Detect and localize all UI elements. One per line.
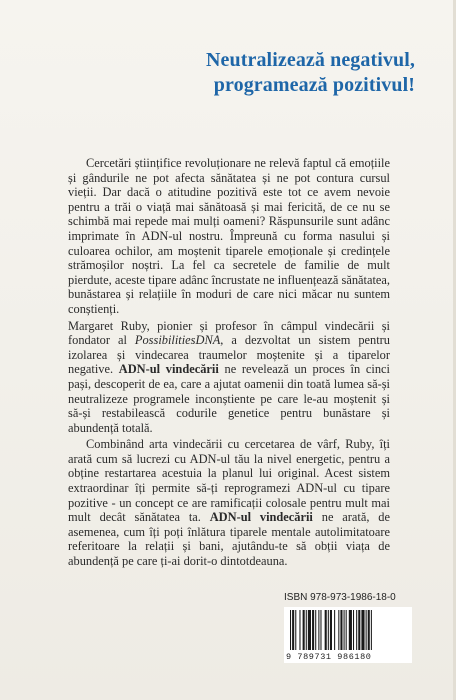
barcode: [284, 607, 412, 663]
possibilitiesdna-name: PossibilitiesDNA: [134, 333, 221, 348]
barcode-bar: [366, 610, 367, 650]
barcode-bar: [292, 610, 294, 650]
barcode-bar: [358, 610, 360, 650]
barcode-bar: [325, 610, 327, 650]
barcode-bar: [368, 610, 370, 650]
barcode-bar: [340, 610, 342, 650]
barcode-bar: [330, 610, 332, 650]
headline-line-1: Neutralizează negativul,: [205, 49, 415, 71]
barcode-bar: [312, 610, 314, 650]
paragraph-2-text-c: ne revelează un proces în cinci pași, descoperit de ea, care a ajutat oamenii din toată lumea să-și neutralizeze programele inconștiente pe care le-au moștenit și să-și restabilească codurile genetice pentru bunăstare și abundență totală.: [68, 362, 390, 435]
barcode-bar: [318, 610, 319, 650]
barcode-bar: [290, 610, 291, 650]
barcode-bar: [334, 610, 335, 650]
barcode-bars: [284, 607, 412, 653]
headline: [206, 48, 415, 98]
barcode-bar: [338, 610, 339, 650]
barcode-digits: 9 789731 986180: [286, 652, 372, 662]
paragraph-3: [68, 437, 390, 568]
book-title-bold-2: ADN-ul vindecării: [209, 510, 313, 525]
paragraph-2-text-b: , a dezvoltat un sistem pentru izolarea și vindecarea traumelor moștenite și a tiparelor negative.: [68, 333, 390, 377]
paragraph-3-text-b: ne arată, de asemenea, cum îți poți înlătura tiparele mentale autolimitatoare referitoare la relații și bani, ajutându-te să obții viața de abundență pe care ți-ai dorit-o dintotdeauna.: [68, 510, 391, 569]
barcode-bar: [353, 610, 354, 650]
barcode-bar: [315, 610, 316, 650]
barcode-bar: [295, 610, 296, 650]
barcode-bar: [361, 610, 364, 650]
headline-line-2: programează pozitivul!: [213, 74, 415, 96]
barcode-bar: [306, 610, 307, 650]
barcode-area: [284, 592, 412, 663]
isbn-label: ISBN 978-973-1986-18-0: [284, 592, 396, 603]
barcode-bar: [303, 610, 305, 650]
paragraph-1: Cercetări științifice revoluționare ne relevă faptul că emoțiile și gândurile ne pot afecta sănătatea și ne pot contura cursul vieții. Dar dacă o atitudine pozitivă este tot ce avem nevoie pentru a trăi o viață mai sănătoasă și mai fericită, de ce nu se schimbă mai repede mai mulți oameni? Răspunsurile sunt adânc imprimate în ADN-ul nostru. Împreună cu forma nasului și culoarea ochilor, am moștenit tiparele emoționale și credințele strămoșilor noștri. La fel ca secretele de familie de mult pierdute, aceste tipare adânc încrustate ne influențează sănătatea, bunăstarea și relațiile în moduri de care nici măcar nu suntem conștienți.: [68, 156, 390, 316]
barcode-bar: [320, 610, 321, 650]
paragraph-3-text-a: Combinând arta vindecării cu cercetarea de vârf, Ruby, îți arată cum să lucrezi cu ADN-ul tău la nivel energetic, pentru a obține restartarea acestuia la planul lui original. Acest sistem extraordinar îți permite să-ți reprogramezi ADN-ul cu tipare pozitive - un concept ce are ramificații colosale pentru mult mai mult decât sănătatea ta.: [68, 437, 390, 525]
barcode-bar: [349, 610, 352, 650]
barcode-bar: [299, 610, 300, 650]
blurb-text: [68, 156, 390, 569]
barcode-bar: [328, 610, 329, 650]
paragraph-2: [68, 319, 390, 436]
paragraph-2-text-a: Margaret Ruby, pionier și profesor în câmpul vindecării și fondator al: [68, 318, 390, 348]
barcode-bar: [308, 610, 311, 650]
barcode-bar: [371, 610, 372, 650]
book-title-bold: ADN-ul vindecării: [118, 362, 219, 377]
barcode-bar: [356, 610, 357, 650]
barcode-bar: [346, 610, 347, 650]
barcode-bar: [344, 610, 345, 650]
